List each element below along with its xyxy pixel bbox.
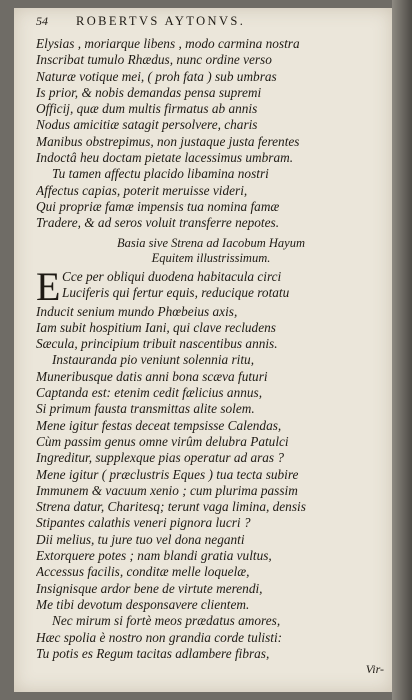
catchword: Vir-: [365, 662, 384, 677]
verse-line: Tu tamen affectu placido libamina nostri: [52, 166, 269, 182]
verse-line: Is prior, & nobis demandas pensa supremi: [36, 84, 262, 100]
verse-line: Inscribat tumulo Rhædus, nunc ordine verso: [36, 52, 272, 68]
verse-line: Luciferis qui fertur equis, reducique rotatu: [62, 284, 290, 300]
opening-lines: [36, 263, 386, 309]
book-spine: [392, 0, 412, 700]
verse-line: Qui propriæ famæ impensis tua nomina famæ: [36, 198, 280, 214]
poem-title-line: Equitem illustrissimum.: [151, 250, 271, 265]
verse-line: Accessus facilis, conditæ melle loquelæ,: [36, 564, 250, 580]
verse-line: Naturæ votique mei, ( proh fata ) sub umbras: [36, 68, 277, 84]
verse-line: Si primum fausta transmittas alite solem.: [36, 401, 255, 417]
poem-title-line: Basia sive Strena ad Iacobum Hayum: [116, 235, 306, 250]
verse-line: Officij, quæ dum multis firmatus ab annis: [36, 101, 258, 117]
verse-line: Cce per obliqui duodena habitacula circi: [62, 268, 282, 284]
drop-cap: E: [36, 263, 61, 309]
poem-title: [36, 236, 386, 266]
running-head: ROBERTVS AYTONVS.: [76, 14, 246, 28]
page-number: 54: [36, 14, 48, 28]
verse-line: Sæcula, principium tribuit nascentibus annis.: [36, 336, 278, 352]
verse-line: Mene igitur ( præclustris Eques ) tua tecta subire: [36, 466, 299, 482]
verse-line: Nec mirum si fortè meos prædatus amores,: [52, 613, 281, 629]
verse-line: Me tibi devotum desponsavere clientem.: [36, 596, 250, 612]
verse-line: Hæc spolia è nostro non grandia corde tulisti:: [36, 629, 283, 645]
verse-line: Elysias , moriarque libens , modo carmina nostra: [36, 36, 300, 51]
verse-line: Muneribusque datis anni bona scæva futuri: [36, 368, 268, 384]
verse-line: Indoctâ heu doctam pietate lacessimus umbram.: [36, 150, 294, 166]
poem-one: [36, 36, 386, 232]
verse-line: Ingreditur, supplexque pias operatur ad aras ?: [36, 450, 285, 466]
page-content: [36, 14, 386, 677]
verse-line: Mene igitur festas deceat tempsisse Calendas,: [36, 417, 282, 433]
verse-line: Extorquere potes ; nam blandi gratia vultus,: [36, 548, 272, 564]
verse-line: Tradere, & ad seros voluit transferre nepotes.: [36, 215, 280, 231]
verse-line: Insignisque ardor bene de virtute merendi,: [36, 580, 263, 596]
verse-line: Inducit senium mundo Phœbeius axis,: [36, 303, 238, 319]
verse-line: Strena datur, Charitesq; terunt vaga limina, densis: [36, 499, 306, 515]
verse-line: Cùm passim genus omne virûm delubra Patulci: [36, 433, 289, 449]
verse-line: Immunem & vacuum xenio ; cum plurima passim: [36, 482, 298, 498]
verse-line: Tu potis es Regum tacitas adlambere fibras,: [36, 645, 270, 661]
page-header: [36, 14, 386, 36]
verse-line: Nodus amicitiæ satagit persolvere, charis: [36, 117, 258, 133]
verse-line: Captanda est: etenim cedit fælicius annus,: [36, 385, 263, 401]
poem-two: [36, 263, 386, 663]
verse-line: Instauranda pio veniunt solennia ritu,: [52, 352, 255, 368]
verse-line: Stipantes calathis veneri pignora lucri ?: [36, 515, 251, 531]
verse-line: Dii melius, tu jure tuo vel dona neganti: [36, 531, 245, 547]
verse-line: Manibus obstrepimus, non justaque justa ferentes: [36, 133, 300, 149]
verse-line: Affectus capias, poterit meruisse videri,: [36, 182, 248, 198]
verse-line: Iam subit hospitium Iani, qui clave recludens: [36, 319, 276, 335]
